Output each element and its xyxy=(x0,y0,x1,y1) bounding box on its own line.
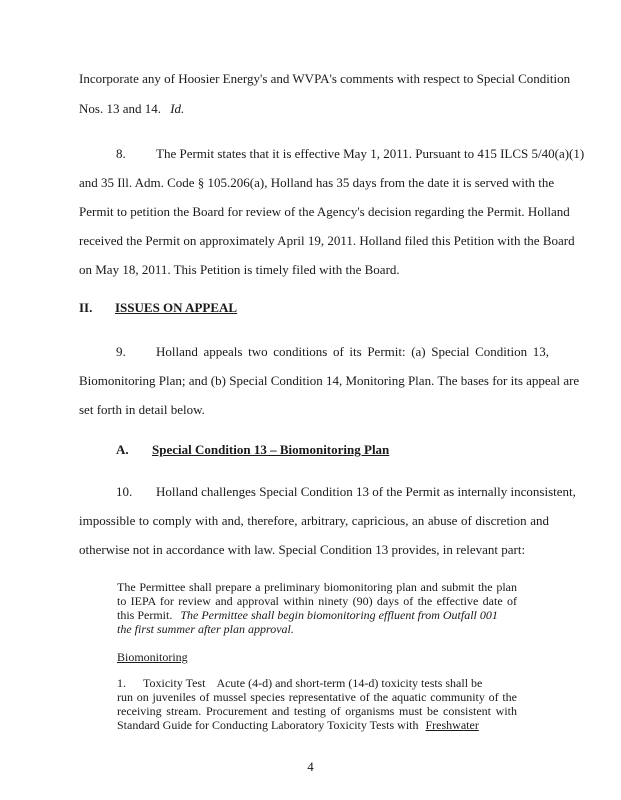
quote1-line-3-text: this Permit. xyxy=(117,608,173,622)
quote1-italic-b: the first summer after plan approval. xyxy=(117,622,294,636)
quote2-line-4 xyxy=(117,718,517,732)
quote2-test-name: Toxicity Test xyxy=(143,676,206,690)
subsection-title: Special Condition 13 – Biomonitoring Plan xyxy=(152,442,390,457)
quote1-line-2: to IEPA for review and approval within ninety (90) days of the effective date of xyxy=(117,594,517,608)
id-citation: Id. xyxy=(170,101,185,116)
quote2-line-2: run on juveniles of mussel species representative of the aquatic community of the xyxy=(117,690,517,704)
subsection-heading xyxy=(79,442,549,458)
intro-line-2-text: Nos. 13 and 14. xyxy=(79,101,161,116)
quote2-line-4-text: Standard Guide for Conducting Laboratory Toxicity Tests with xyxy=(117,718,419,732)
para10-first-line xyxy=(79,484,576,500)
para8-line-2: and 35 Ill. Adm. Code § 105.206(a), Holland has 35 days from the date it is served with the xyxy=(79,175,555,190)
para8-line-3: Permit to petition the Board for review of the Agency's decision regarding the Permit. Holland xyxy=(79,204,570,219)
section-num: II. xyxy=(79,300,93,315)
para10-line-1: Holland challenges Special Condition 13 of the Permit as internally inconsistent, xyxy=(156,484,576,499)
para9-line-1: Holland appeals two conditions of its Permit: (a) Special Condition 13, xyxy=(156,344,549,359)
quote2-num: 1. xyxy=(117,676,126,690)
quote2-underlined-word: Freshwater xyxy=(425,718,479,732)
section-title: ISSUES ON APPEAL xyxy=(115,300,238,315)
para9-line-3: set forth in detail below. xyxy=(79,402,205,417)
page-number: 4 xyxy=(307,759,314,774)
para10-line-3: otherwise not in accordance with law. Special Condition 13 provides, in relevant part: xyxy=(79,542,526,557)
para8-line-5: on May 18, 2011. This Petition is timely filed with the Board. xyxy=(79,262,400,277)
para10-num: 10. xyxy=(116,484,133,499)
intro-line-2 xyxy=(79,101,549,117)
para9-line-2: Biomonitoring Plan; and (b) Special Condition 14, Monitoring Plan. The bases for its appeal are xyxy=(79,373,580,388)
subsection-num: A. xyxy=(116,442,129,457)
quote1-line-3 xyxy=(117,608,517,622)
para10-line-2: impossible to comply with and, therefore, arbitrary, capricious, an abuse of discretion and xyxy=(79,513,549,528)
intro-line-1: Incorporate any of Hoosier Energy's and WVPA's comments with respect to Special Condition xyxy=(79,71,571,86)
quote1-line-1: The Permittee shall prepare a preliminary biomonitoring plan and submit the plan xyxy=(117,580,517,594)
para8-line-4: received the Permit on approximately April 19, 2011. Holland filed this Petition with the Board xyxy=(79,233,575,248)
quote1-italic-a: The Permittee shall begin biomonitoring effluent from Outfall 001 xyxy=(180,608,498,622)
para9-num: 9. xyxy=(116,344,126,359)
para8-num: 8. xyxy=(116,146,126,161)
quote2-line-3: receiving stream. Procurement and testing of organisms must be consistent with xyxy=(117,704,517,718)
para8-line-1: The Permit states that it is effective May 1, 2011. Pursuant to 415 ILCS 5/40(a)(1) xyxy=(156,146,585,161)
para9-first-line xyxy=(79,344,549,360)
quote2-line-1 xyxy=(117,676,517,690)
biomonitoring-heading: Biomonitoring xyxy=(117,650,188,664)
section-heading xyxy=(79,300,549,316)
quote2-line-1-text: Acute (4-d) and short-term (14-d) toxicity tests shall be xyxy=(216,676,483,690)
para8-first-line xyxy=(79,146,585,162)
